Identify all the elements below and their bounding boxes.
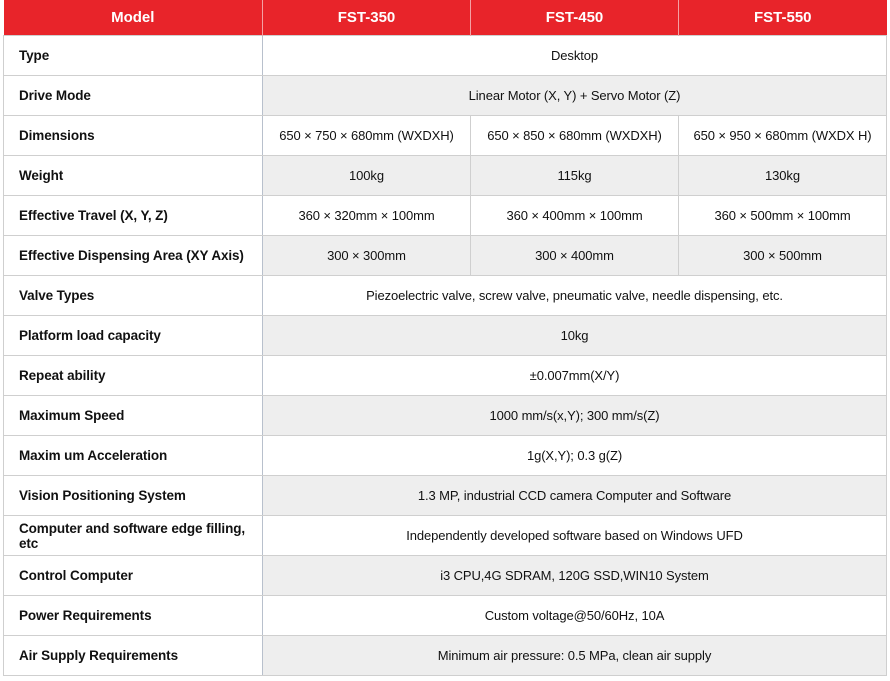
spec-label: Air Supply Requirements [4,636,263,676]
spec-label: Effective Travel (X, Y, Z) [4,196,263,236]
spec-row [4,36,887,76]
spec-row [4,196,887,236]
spec-label: Type [4,36,263,76]
spec-row [4,596,887,636]
spec-value: 300 × 500mm [679,236,887,276]
spec-value: Desktop [263,36,887,76]
spec-value: 360 × 400mm × 100mm [471,196,679,236]
spec-row [4,316,887,356]
spec-row [4,76,887,116]
spec-value: Minimum air pressure: 0.5 MPa, clean air supply [263,636,887,676]
spec-row [4,436,887,476]
spec-value: 1000 mm/s(x,Y); 300 mm/s(Z) [263,396,887,436]
spec-label: Power Requirements [4,596,263,636]
spec-value: ±0.007mm(X/Y) [263,356,887,396]
spec-value: 650 × 950 × 680mm (WXDX H) [679,116,887,156]
spec-label: Dimensions [4,116,263,156]
spec-label: Drive Mode [4,76,263,116]
spec-value: i3 CPU,4G SDRAM, 120G SSD,WIN10 System [263,556,887,596]
spec-label: Maxim um Acceleration [4,436,263,476]
header-row [4,0,887,36]
spec-value: Linear Motor (X, Y) + Servo Motor (Z) [263,76,887,116]
spec-row [4,236,887,276]
spec-row [4,116,887,156]
model-header: Model [4,0,263,36]
spec-label: Weight [4,156,263,196]
spec-table-body [4,36,887,676]
spec-row [4,516,887,556]
spec-value: 115kg [471,156,679,196]
spec-value: 100kg [263,156,471,196]
spec-table [3,0,887,676]
spec-row [4,356,887,396]
spec-value: 300 × 400mm [471,236,679,276]
spec-value: 300 × 300mm [263,236,471,276]
spec-value: Custom voltage@50/60Hz, 10A [263,596,887,636]
spec-value: 10kg [263,316,887,356]
spec-label: Computer and software edge filling, etc [4,516,263,556]
spec-value: 1.3 MP, industrial CCD camera Computer and Software [263,476,887,516]
spec-value: 1g(X,Y); 0.3 g(Z) [263,436,887,476]
spec-row [4,396,887,436]
spec-label: Control Computer [4,556,263,596]
spec-label: Effective Dispensing Area (XY Axis) [4,236,263,276]
spec-table-header [4,0,887,36]
model-fst-550-header: FST-550 [679,0,887,36]
spec-value: 360 × 320mm × 100mm [263,196,471,236]
spec-row [4,276,887,316]
spec-label: Platform load capacity [4,316,263,356]
model-fst-450-header: FST-450 [471,0,679,36]
spec-label: Vision Positioning System [4,476,263,516]
spec-row [4,476,887,516]
spec-row [4,556,887,596]
spec-label: Valve Types [4,276,263,316]
spec-value: 130kg [679,156,887,196]
spec-value: 360 × 500mm × 100mm [679,196,887,236]
spec-label: Repeat ability [4,356,263,396]
spec-row [4,156,887,196]
spec-label: Maximum Speed [4,396,263,436]
spec-value: 650 × 750 × 680mm (WXDXH) [263,116,471,156]
spec-value: Piezoelectric valve, screw valve, pneumatic valve, needle dispensing, etc. [263,276,887,316]
spec-row [4,636,887,676]
spec-value: 650 × 850 × 680mm (WXDXH) [471,116,679,156]
spec-value: Independently developed software based on Windows UFD [263,516,887,556]
model-fst-350-header: FST-350 [263,0,471,36]
